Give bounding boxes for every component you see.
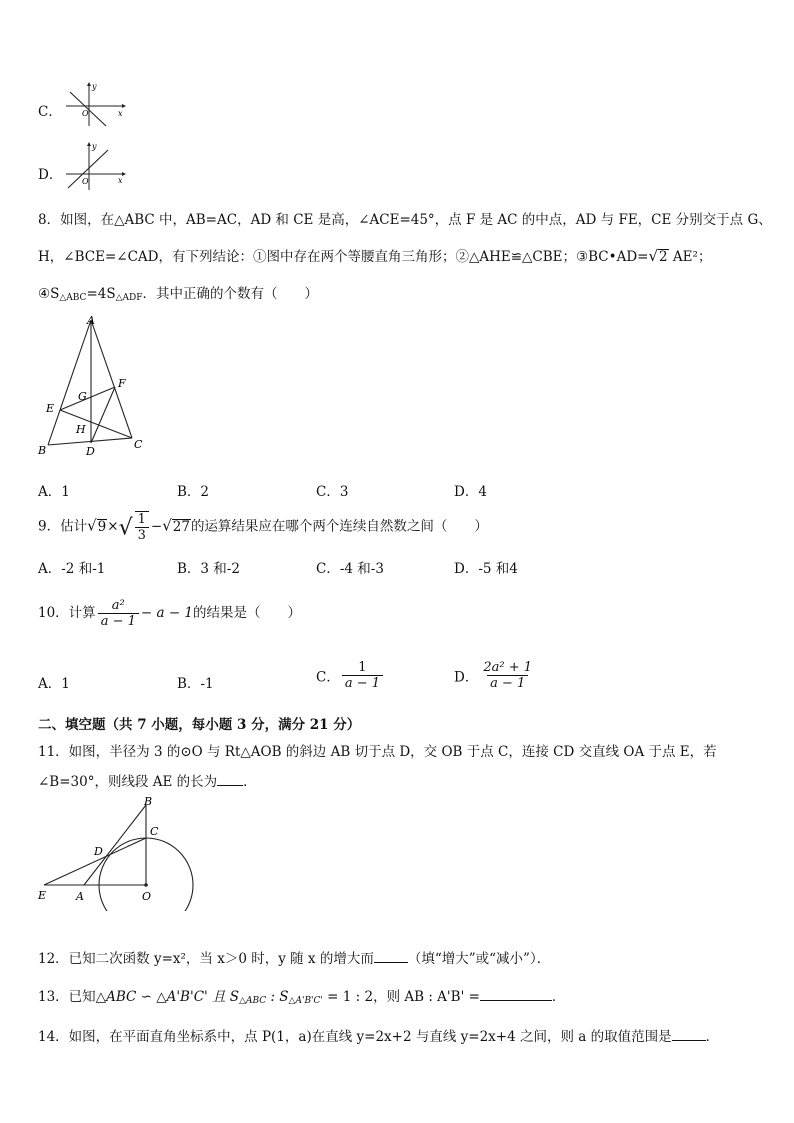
q8-label-c: C: [134, 438, 143, 451]
q13-answer-blank[interactable]: [480, 988, 552, 1001]
q7-option-d-label: D．: [38, 167, 63, 183]
q11-label-b: B: [144, 795, 153, 808]
q7-option-c-graph: [62, 80, 126, 130]
q8-triangle-figure: [36, 312, 152, 460]
q8-sqrt2: 2: [659, 249, 668, 265]
q7-d-o-label: O: [82, 177, 89, 186]
q9-sqrt27: 27: [172, 518, 190, 535]
q8-label-f: F: [118, 377, 126, 390]
q11-answer-blank[interactable]: [217, 773, 243, 786]
q8-label-g: G: [78, 390, 87, 403]
q7-c-o-label: O: [82, 109, 89, 118]
q9-line: 9．估计√9×√ $\frac{1}{3}$ −√27的运算结果应在哪个两个连续自然数之间（ ）: [38, 512, 488, 543]
q8-option-b[interactable]: B．2: [177, 484, 210, 500]
q8-line3: $④S_{\triangle ABC}=4S_{\triangle ADF}$．其中正确的个数有（ ）: [38, 286, 318, 303]
q8-label-e: E: [46, 402, 55, 415]
q9-sqrt9: 9: [97, 518, 107, 535]
q10-fraction: $\frac{\text{a²}}{a - 1}$: [98, 598, 139, 629]
q7-option-d-graph: [62, 140, 126, 192]
q8-option-c[interactable]: C．3: [316, 484, 349, 500]
q11-label-c: C: [150, 825, 159, 838]
q9-option-d[interactable]: D．-5 和4: [454, 561, 518, 577]
q10-option-a[interactable]: A．1: [38, 676, 70, 692]
q10-option-b[interactable]: B．-1: [177, 676, 214, 692]
section-title-fill-in: 二、填空题（共 7 小题，每小题 3 分，满分 21 分）: [38, 717, 361, 733]
q8-line1: 8．如图，在△ABC 中，AB=AC，AD 和 CE 是高，∠ACE=45°，点 F 是 AC 的中点，AD 与 FE，CE 分别交于点 G、: [38, 212, 772, 228]
q12-answer-blank[interactable]: [374, 950, 408, 963]
q11-label-d: D: [94, 845, 103, 858]
q11-label-e: E: [38, 889, 47, 902]
q10-line: 10．计算 $\frac{\text{a²}}{a - 1}$ − a − 1的结果是（ ）: [38, 598, 302, 629]
q8-option-d[interactable]: D．4: [454, 484, 487, 500]
q8-label-d: D: [86, 445, 95, 458]
q13-line: 13．已知△ABC ∽ △A'B'C' 且 $S_{\triangle ABC}$ : $S_{\triangle A'B'C'} = 1$ : 2，则 AB : A'B' = ．: [38, 989, 566, 1006]
q8-label-a: A: [87, 314, 95, 327]
q7-c-y-label: y: [92, 82, 97, 91]
q8-label-b: B: [38, 444, 47, 457]
q11-line2: ∠B=30°，则线段 AE 的长为 ．: [38, 774, 257, 790]
q14-answer-blank[interactable]: [672, 1028, 706, 1041]
q9-option-c[interactable]: C．-4 和-3: [316, 561, 384, 577]
q8-line2: H，∠BCE=∠CAD，有下列结论：①图中存在两个等腰直角三角形；②△AHE≌△CBE；③BC•AD=√2 AE²；: [38, 247, 712, 265]
q7-option-c-label: C．: [38, 104, 62, 120]
q7-d-x-label: x: [118, 176, 123, 185]
q7-d-y-label: y: [92, 142, 97, 151]
q11-label-o: O: [142, 890, 152, 903]
q9-fraction: $\frac{1}{3}$: [135, 511, 149, 543]
q11-circle-figure: [36, 793, 196, 911]
q8-label-h: H: [76, 423, 86, 436]
q9-option-a[interactable]: A．-2 和-1: [38, 561, 106, 577]
q11-label-a: A: [76, 890, 84, 903]
q9-option-b[interactable]: B．3 和-2: [177, 561, 240, 577]
q14-line: 14．如图，在平面直角坐标系中，点 P(1，a)在直线 y=2x+2 与直线 y=2x+4 之间，则 a 的取值范围是 ．: [38, 1029, 720, 1045]
q11-line1: 11．如图，半径为 3 的⊙O 与 Rt△AOB 的斜边 AB 切于点 D，交 OB 于点 C，连接 CD 交直线 OA 于点 E，若: [38, 744, 717, 760]
q8-option-a[interactable]: A．1: [38, 484, 70, 500]
q10-option-c[interactable]: C． $\frac{1}{a - 1}$: [316, 660, 385, 691]
q10-option-d[interactable]: D． $\frac{\text{2a² + 1}}{a - 1}$: [454, 660, 532, 691]
q12-line: 12．已知二次函数 y=x²，当 x＞0 时，y 随 x 的增大而 （填“增大”或“减小”）．: [38, 951, 551, 967]
q7-c-x-label: x: [118, 109, 123, 118]
